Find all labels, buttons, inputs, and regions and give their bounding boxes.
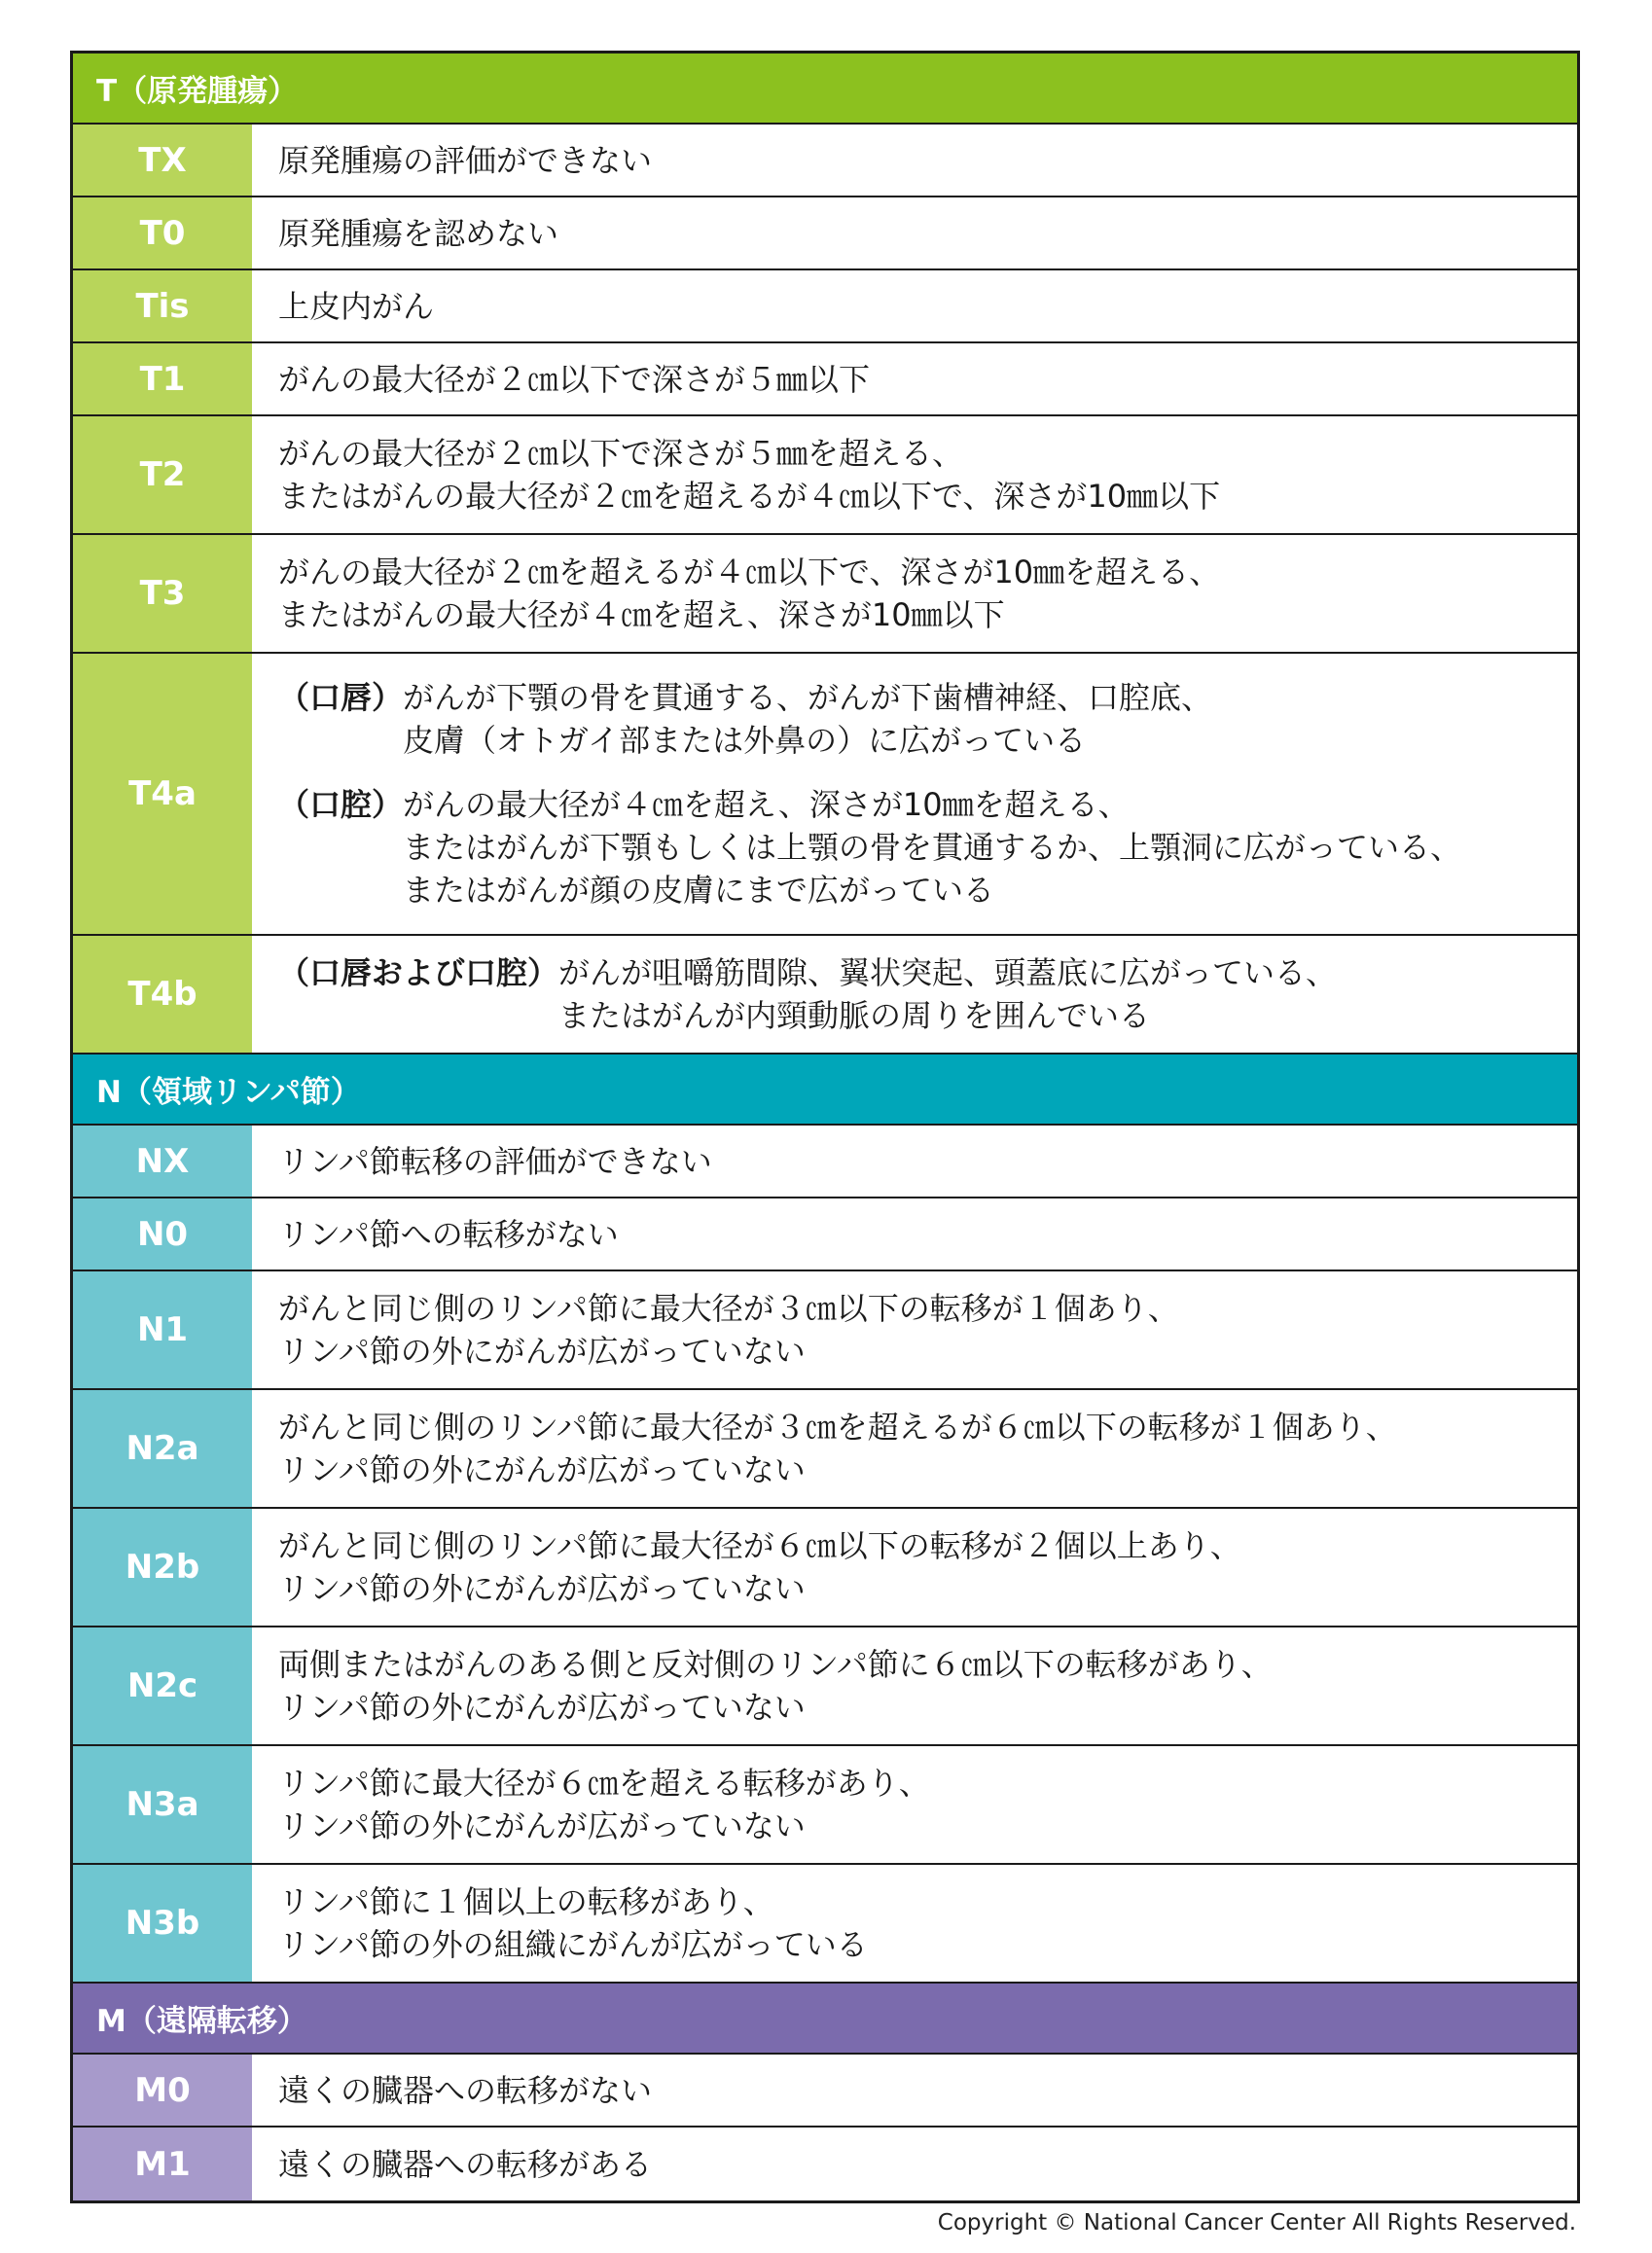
stage-code: T4a [73,654,252,934]
stage-description [252,197,1577,268]
description-line: またはがんが顔の皮膚にまで広がっている [403,872,995,909]
stage-description [252,1509,1577,1626]
stage-code: N1 [73,1271,252,1388]
description-line: リンパ節に１個以上の転移があり、 [278,1883,774,1920]
description-line: リンパ節の外にがんが広がっていない [278,1689,806,1726]
description-line: またはがんが内頸動脈の周りを囲んでいる [558,997,1151,1034]
description-line: がんが咀嚼筋間隙、翼状突起、頭蓋底に広がっている、 [558,954,1338,991]
copyright-notice: Copyright © National Cancer Center All Rights Reserved. [937,2210,1576,2235]
description-line: がんの最大径が４㎝を超え、深さが10㎜を超える、 [403,786,1130,823]
section-header: M（遠隔転移） [73,1984,1577,2055]
site-label: （口唇） [278,679,404,716]
stage-code: TX [73,125,252,196]
description-line: がんと同じ側のリンパ節に最大径が３㎝を超えるが６㎝以下の転移が１個あり、 [278,1409,1397,1446]
description-line: がんの最大径が２㎝以下で深さが５㎜以下 [278,360,871,398]
description-line: リンパ節の外にがんが広がっていない [278,1570,806,1607]
description-line: がんが下顎の骨を貫通する、がんが下歯槽神経、口腔底、 [403,679,1213,716]
description-line: リンパ節への転移がない [278,1215,619,1253]
description-line: 原発腫瘍を認めない [278,214,559,252]
stage-code: N2a [73,1390,252,1507]
description-line: リンパ節の外にがんが広がっていない [278,1807,806,1844]
description-line: リンパ節の外の組織にがんが広がっている [278,1926,868,1963]
description-line: リンパ節に最大径が６㎝を超える転移があり、 [278,1765,930,1802]
stage-description [252,2128,1577,2200]
stage-code: NX [73,1126,252,1197]
description-line: がんと同じ側のリンパ節に最大径が３㎝以下の転移が１個あり、 [278,1290,1179,1327]
table-row [73,1509,1577,1627]
stage-description [252,1126,1577,1197]
stage-code: T0 [73,197,252,268]
table-row [73,2128,1577,2200]
table-row [73,416,1577,535]
table-row [73,343,1577,416]
site-subgroup [278,951,1554,1037]
description-line: 遠くの臓器への転移がない [278,2071,653,2109]
stage-description [252,1627,1577,1744]
table-row [73,654,1577,936]
description-line: がんの最大径が２㎝以下で深さが５㎜を超える、 [278,435,964,472]
stage-description [252,1865,1577,1982]
site-subgroup [278,676,1554,762]
description-line: 原発腫瘍の評価ができない [278,141,653,179]
table-row [73,1627,1577,1746]
table-row [73,535,1577,654]
stage-description [252,343,1577,414]
stage-code: T1 [73,343,252,414]
description-line: リンパ節の外にがんが広がっていない [278,1333,806,1370]
stage-code: N2c [73,1627,252,1744]
description-line: 上皮内がん [278,287,435,325]
stage-description [252,1198,1577,1270]
stage-description [252,1390,1577,1507]
table-row [73,936,1577,1055]
table-row [73,2055,1577,2128]
table-row [73,1126,1577,1198]
description-line: またはがんが下顎もしくは上顎の骨を貫通するか、上顎洞に広がっている、 [403,829,1462,866]
section-header: N（領域リンパ節） [73,1055,1577,1126]
stage-code: T3 [73,535,252,652]
stage-description [252,416,1577,533]
description-line: またはがんの最大径が４㎝を超え、深さが10㎜以下 [278,596,1005,633]
stage-description [252,1746,1577,1863]
stage-description [252,270,1577,341]
section-header: T（原発腫瘍） [73,54,1577,125]
stage-code: N3b [73,1865,252,1982]
stage-description [252,654,1577,934]
stage-code: N0 [73,1198,252,1270]
tnm-classification-table [70,51,1580,2203]
description-line: がんの最大径が２㎝を超えるが４㎝以下で、深さが10㎜を超える、 [278,554,1221,590]
stage-code: N2b [73,1509,252,1626]
stage-description [252,1271,1577,1388]
table-row [73,1390,1577,1509]
description-line: 遠くの臓器への転移がある [278,2145,653,2183]
site-label: （口腔） [278,786,404,823]
description-line: 両側またはがんのある側と反対側のリンパ節に６㎝以下の転移があり、 [278,1646,1273,1683]
table-row [73,1746,1577,1865]
stage-description [252,535,1577,652]
description-line: リンパ節転移の評価ができない [278,1142,712,1180]
description-line: リンパ節の外にがんが広がっていない [278,1451,806,1488]
stage-code: Tis [73,270,252,341]
description-line: がんと同じ側のリンパ節に最大径が６㎝以下の転移が２個以上あり、 [278,1527,1241,1564]
stage-code: T2 [73,416,252,533]
stage-description [252,936,1577,1053]
stage-code: N3a [73,1746,252,1863]
site-subgroup [278,783,1554,912]
stage-code: M1 [73,2128,252,2200]
table-row [73,125,1577,197]
table-row [73,1271,1577,1390]
table-row [73,1865,1577,1984]
stage-code: T4b [73,936,252,1053]
stage-code: M0 [73,2055,252,2126]
description-line: またはがんの最大径が２㎝を超えるが４㎝以下で、深さが10㎜以下 [278,478,1221,515]
table-row [73,270,1577,343]
table-row [73,197,1577,270]
stage-description [252,2055,1577,2126]
site-label: （口唇および口腔） [278,954,559,991]
description-line: 皮膚（オトガイ部または外鼻の）に広がっている [403,722,1087,759]
stage-description [252,125,1577,196]
table-row [73,1198,1577,1271]
